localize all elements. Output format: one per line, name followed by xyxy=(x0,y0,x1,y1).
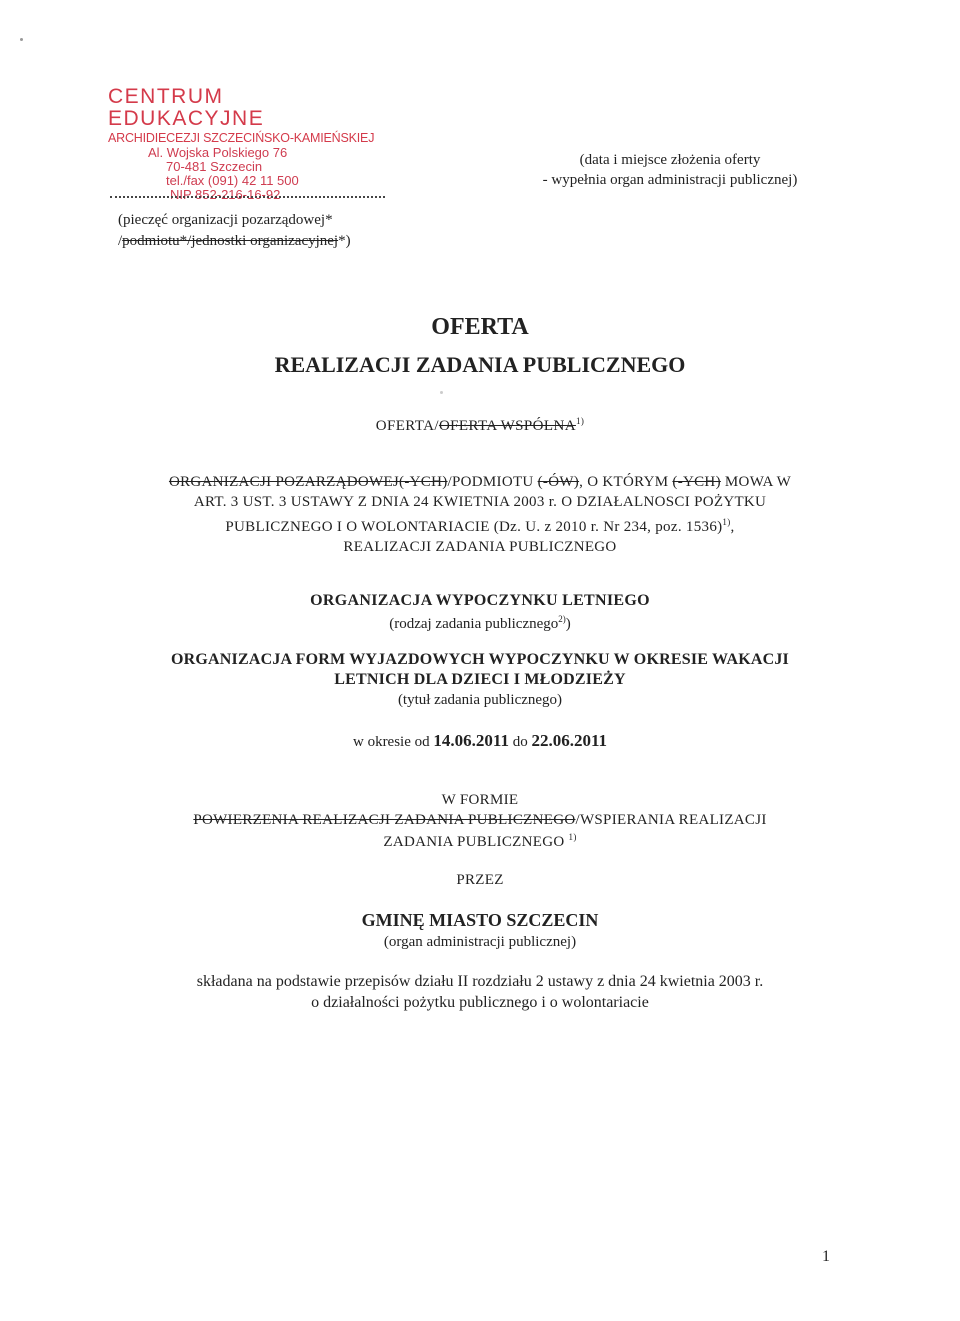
period xyxy=(0,731,960,751)
task-kind-footnote: 2) xyxy=(558,614,566,624)
authority-name: GMINĘ MIASTO SZCZECIN xyxy=(361,910,599,930)
date-caption-line-2: - wypełnia organ administracji publicznej) xyxy=(542,172,798,188)
task-title-caption: (tytuł zadania publicznego) xyxy=(397,692,563,708)
offer-type-plain: OFERTA/ xyxy=(375,418,439,434)
by-label: PRZEZ xyxy=(456,872,504,888)
document-title: OFERTA xyxy=(431,314,529,340)
seal-struck-text: podmiotu*/jednostki organizacyjnej xyxy=(122,233,339,249)
seal-caption-line-2 xyxy=(118,231,351,252)
offer-type-struck: OFERTA WSPÓLNA xyxy=(438,418,576,434)
intro-struck-2: (-ÓW) xyxy=(537,474,580,490)
intro-line-4: REALIZACJI ZADANIA PUBLICZNEGO xyxy=(343,539,617,555)
form-line-2 xyxy=(0,832,960,851)
page-number: 1 xyxy=(822,1248,830,1265)
intro-line-1 xyxy=(140,472,820,492)
seal-caption xyxy=(118,210,351,252)
seal-prefix: / xyxy=(118,233,123,249)
task-kind: ORGANIZACJA WYPOCZYNKU LETNIEGO xyxy=(310,592,650,609)
stamp-line-2: ARCHIDIECEZJI SZCZECIŃSKO-KAMIEŃSKIEJ xyxy=(108,131,375,145)
form-line-2-text: ZADANIA PUBLICZNEGO xyxy=(383,834,565,850)
period-to: 22.06.2011 xyxy=(531,731,608,750)
legal-basis-line-2: o działalności pożytku publicznego i o wolontariacie xyxy=(311,994,649,1011)
stamp-phone: tel./fax (091) 42 11 500 xyxy=(166,173,299,188)
period-from: 14.06.2011 xyxy=(433,731,509,750)
form-line-1-rest: /WSPIERANIA REALIZACJI xyxy=(575,812,767,828)
seal-suffix: *) xyxy=(338,233,351,249)
intro-seg-2: , O KTÓRYM xyxy=(579,474,673,490)
seal-caption-line-1: (pieczęć organizacji pozarządowej* xyxy=(118,212,333,228)
intro-struck-1: ORGANIZACJI POZARZĄDOWEJ(-YCH) xyxy=(168,474,448,490)
task-kind-caption xyxy=(0,614,960,633)
period-label: w okresie od xyxy=(352,734,434,750)
signature-dotted-line xyxy=(110,196,385,198)
period-middle: do xyxy=(508,734,532,750)
intro-seg-3: MOWA W xyxy=(720,474,792,490)
form-line-1 xyxy=(0,812,960,829)
stamp-address-1: Al. Wojska Polskiego 76 xyxy=(148,145,288,160)
intro-line-3 xyxy=(140,512,820,537)
intro-paragraph xyxy=(140,472,820,557)
intro-comma: , xyxy=(730,519,735,535)
intro-struck-3: (-YCH) xyxy=(672,474,721,490)
authority-caption: (organ administracji publicznej) xyxy=(383,934,577,950)
legal-basis xyxy=(0,971,960,1013)
offer-type xyxy=(0,416,960,435)
task-title-line-2: LETNICH DLA DZIECI I MŁODZIEŻY xyxy=(334,671,626,688)
intro-footnote: 1) xyxy=(722,517,731,527)
task-title xyxy=(0,650,960,690)
form-heading: W FORMIE xyxy=(441,792,519,808)
intro-seg-1: /PODMIOTU xyxy=(447,474,538,490)
stamp-line-1: CENTRUM EDUKACYJNE xyxy=(108,85,265,130)
legal-basis-line-1: składana na podstawie przepisów działu II rozdziału 2 ustawy z dnia 24 kwietnia 2003 r. xyxy=(196,973,764,990)
date-caption-line-1: (data i miejsce złożenia oferty xyxy=(579,152,761,168)
stamp-nip: NIP 852-216-16-92 xyxy=(170,187,281,202)
task-kind-caption-close: ) xyxy=(565,616,571,632)
scan-speck xyxy=(20,38,23,41)
form-footnote: 1) xyxy=(568,832,577,842)
document-subtitle: REALIZACJI ZADANIA PUBLICZNEGO xyxy=(274,352,686,377)
organization-stamp xyxy=(108,86,378,202)
form-struck: POWIERZENIA REALIZACJI ZADANIA PUBLICZNEGO xyxy=(193,812,576,828)
intro-line-3-text: PUBLICZNEGO I O WOLONTARIACIE (Dz. U. z 2010 r. Nr 234, poz. 1536) xyxy=(225,519,723,535)
date-caption xyxy=(520,150,820,190)
offer-type-footnote: 1) xyxy=(575,416,585,426)
intro-line-2: ART. 3 UST. 3 USTAWY Z DNIA 24 KWIETNIA 2003 r. O DZIAŁALNOSCI POŻYTKU xyxy=(193,494,767,510)
scan-speck xyxy=(440,391,443,394)
task-kind-caption-text: (rodzaj zadania publicznego xyxy=(389,616,559,632)
stamp-address-2: 70-481 Szczecin xyxy=(166,159,263,174)
task-title-line-1: ORGANIZACJA FORM WYJAZDOWYCH WYPOCZYNKU W OKRESIE WAKACJI xyxy=(171,651,789,668)
